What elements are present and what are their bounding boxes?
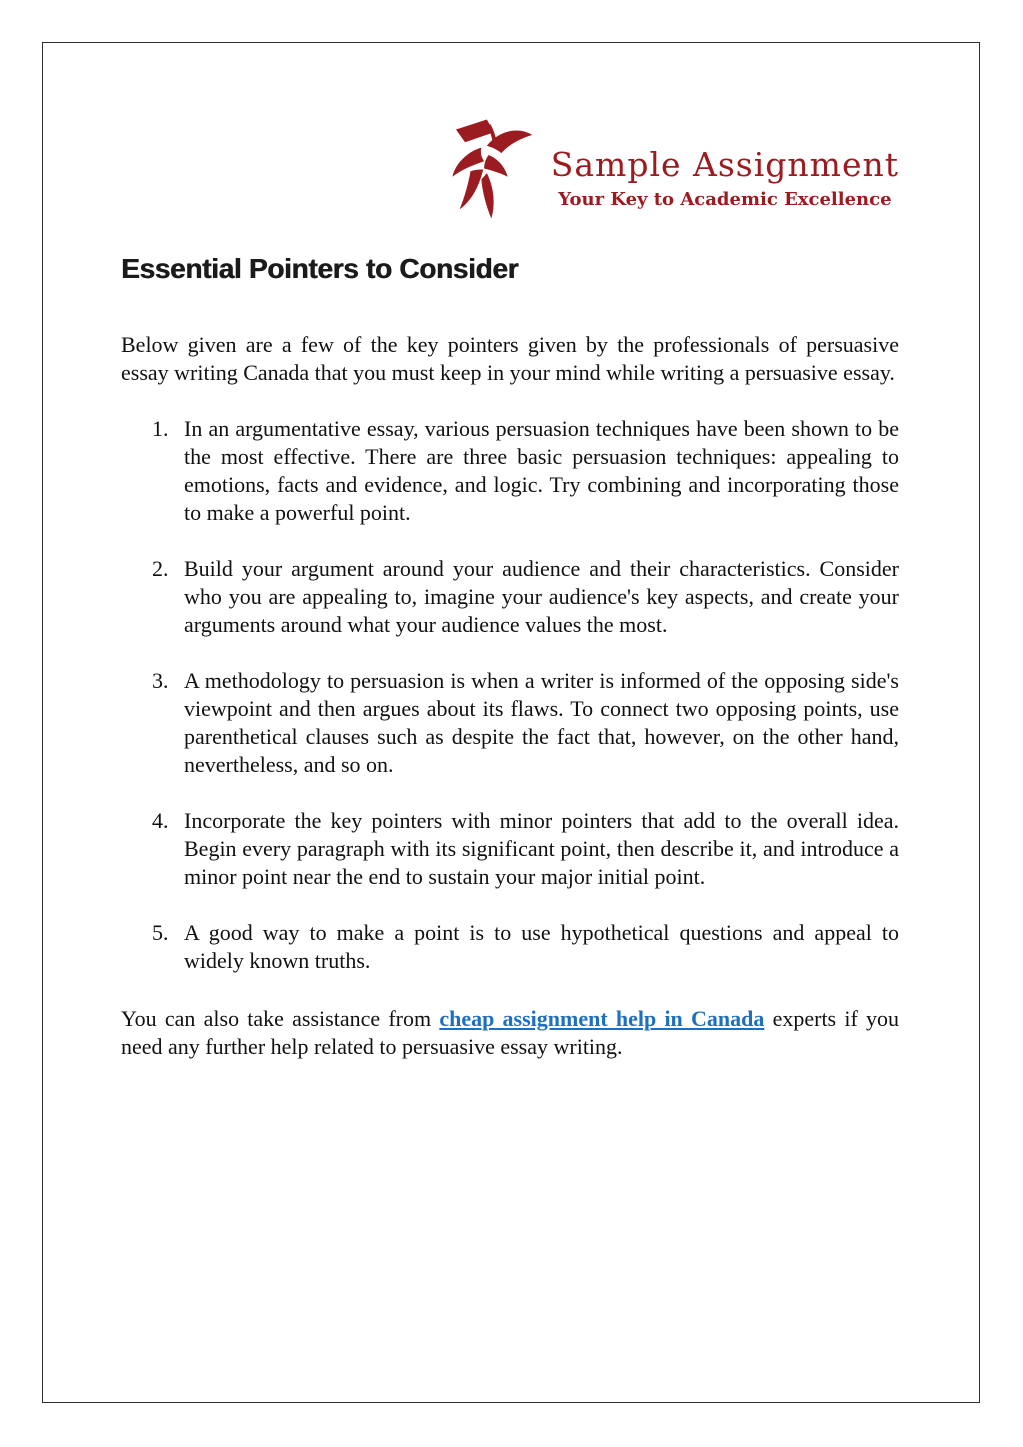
closing-text-before: You can also take assistance from: [121, 1006, 440, 1031]
list-item: [121, 415, 899, 527]
list-item-number: 2.: [152, 556, 169, 581]
page-title: Essential Pointers to Consider: [121, 253, 519, 284]
brand-name: Sample Assignment: [550, 145, 899, 184]
brand-tagline: Your Key to Academic Excellence: [558, 189, 892, 211]
list-item-text: A methodology to persuasion is when a writer is informed of the opposing side's viewpoint and then argues about its flaws. To connect two opposing points, use parenthetical clauses such as despite the fact that, however, on the other hand, nevertheless, and so on.: [184, 668, 899, 777]
list-item-text: Incorporate the key pointers with minor pointers that add to the overall idea. Begin every paragraph with its significant point, then describe it, and introduce a minor point near the end to sustain your major initial point.: [184, 808, 899, 889]
intro-paragraph: Below given are a few of the key pointers given by the professionals of persuasive essay writing Canada that you must keep in your mind while writing a persuasive essay.: [121, 332, 899, 385]
logo-row: [121, 115, 899, 233]
page-border: [42, 42, 980, 1403]
pointers-list: [121, 415, 899, 975]
list-item-text: Build your argument around your audience and their characteristics. Consider who you are appealing to, imagine your audience's key aspects, and create your arguments around what your audience values the most.: [184, 556, 899, 637]
list-item: [121, 667, 899, 779]
logo-text: [551, 115, 899, 210]
list-item: [121, 555, 899, 639]
list-item-number: 5.: [152, 920, 169, 945]
closing-text-after: experts if you need any further help related to persuasive essay writing.: [121, 1006, 899, 1059]
list-item: [121, 807, 899, 891]
dancing-graduate-icon: [443, 115, 547, 233]
list-item-text: In an argumentative essay, various persuasion techniques have been shown to be the most effective. There are three basic persuasion techniques: appealing to emotions, facts and evidence, and logic. Try combining and incorporating those to make a powerful point.: [184, 416, 899, 525]
list-item-number: 4.: [152, 808, 169, 833]
list-item-text: A good way to make a point is to use hypothetical questions and appeal to widely known truths.: [184, 920, 899, 973]
list-item-number: 1.: [152, 416, 169, 441]
list-item-number: 3.: [152, 668, 169, 693]
list-item: [121, 919, 899, 975]
closing-paragraph: [121, 1005, 899, 1061]
brand-logo: [443, 115, 899, 233]
cheap-assignment-help-link[interactable]: cheap assignment help in Canada: [439, 1006, 765, 1031]
